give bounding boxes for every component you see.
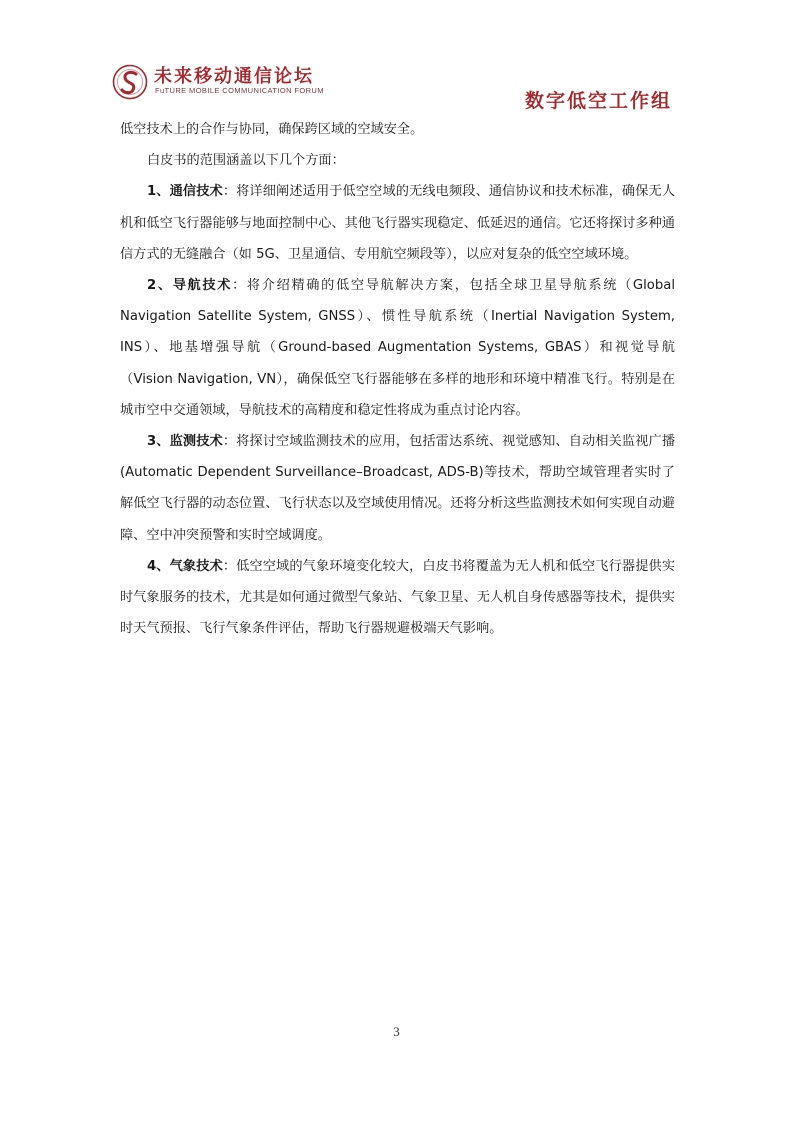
page-header (0, 0, 793, 115)
section-text: ：将介绍精确的低空导航解决方案，包括全球卫星导航系统（Global Navigation Satellite System, GNSS）、惯性导航系统（Inertial Navigation System, INS）、地基增强导航（Ground-based Augmentation Systems, GBAS）和视觉导航（Vision Navigation, VN），确保低空飞行器能够在多样的地形和环境中精准飞行。特别是在城市空中交通领域，导航技术的高精度和稳定性将成为重点讨论内容。 (120, 278, 675, 418)
section-text: ：将探讨空域监测技术的应用，包括雷达系统、视觉感知、自动相关监视广播(Automatic Dependent Surveillance–Broadcast, ADS-B)等技术，帮助空域管理者实时了解低空飞行器的动态位置、飞行状态以及空域使用情况。还将分析这些监测技术如何实现自动避障、空中冲突预警和实时空域调度。 (120, 434, 676, 543)
forum-logo-text: 未来移动通信论坛 (154, 66, 314, 87)
section-surveillance (120, 426, 675, 551)
continuation-paragraph: 低空技术上的合作与协同，确保跨区域的空域安全。 (120, 122, 424, 137)
document-body (120, 114, 675, 644)
forum-logo-subtitle: FuTURE MOBILE COMMUNICATION FORUM (155, 86, 324, 95)
section-text: ：低空空域的气象环境变化较大，白皮书将覆盖为无人机和低空飞行器提供实时气象服务的技术，尤其是如何通过微型气象站、气象卫星、无人机自身传感器等技术，提供实时天气预报、飞行气象条件评估，帮助飞行器规避极端天气影响。 (120, 558, 676, 637)
section-number: 4、 (147, 558, 170, 574)
section-term: 监测技术 (169, 434, 223, 450)
working-group-title: 数字低空工作组 (524, 90, 672, 112)
section-term: 通信技术 (169, 184, 223, 200)
section-text: ：将详细阐述适用于低空空域的无线电频段、通信协议和技术标准，确保无人机和低空飞行器能够与地面控制中心、其他飞行器实现稳定、低延迟的通信。它还将探讨多种通信方式的无缝融合（如 5G、卫星通信、专用航空频段等），以应对复杂的低空空域环境。 (120, 184, 676, 262)
section-term: 气象技术 (169, 558, 223, 574)
section-meteorology (120, 551, 675, 645)
section-communication (120, 176, 675, 270)
section-navigation (120, 270, 675, 426)
section-number: 2、 (147, 278, 173, 294)
page-number: 3 (393, 1024, 400, 1039)
section-term: 导航技术 (172, 278, 233, 294)
section-number: 3、 (147, 434, 170, 450)
section-number: 1、 (147, 184, 170, 200)
intro-paragraph: 白皮书的范围涵盖以下几个方面： (147, 153, 345, 169)
future-forum-emblem-icon (112, 64, 148, 100)
